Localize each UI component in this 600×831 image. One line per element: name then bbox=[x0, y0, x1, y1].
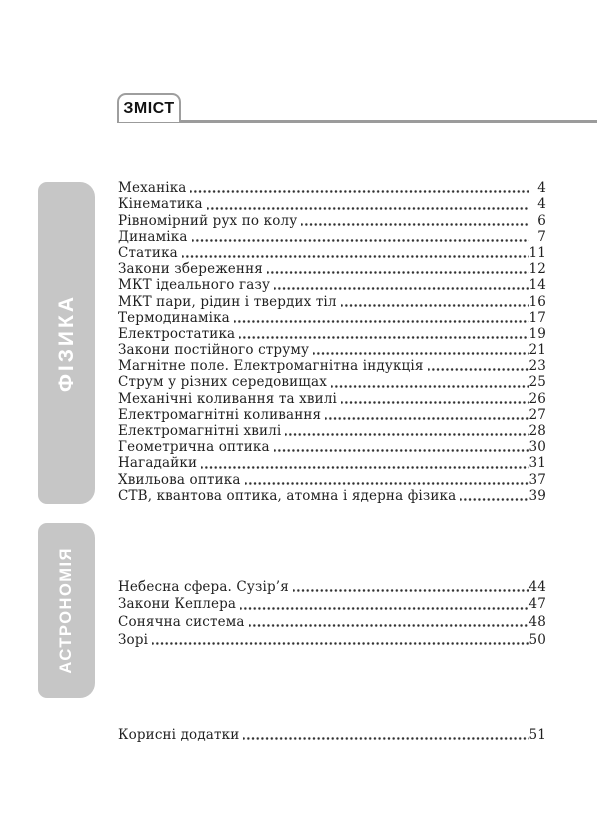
toc-entry-page-number: 17 bbox=[528, 309, 546, 326]
dot-leader bbox=[207, 196, 529, 212]
toc-row bbox=[118, 455, 546, 471]
toc-row bbox=[118, 245, 546, 261]
toc-row bbox=[118, 612, 546, 630]
toc-row bbox=[118, 180, 546, 196]
toc-entry-page-number: 30 bbox=[528, 439, 546, 456]
dot-leader bbox=[267, 261, 529, 277]
toc-entry-page-number: 19 bbox=[528, 325, 546, 342]
dot-leader bbox=[341, 390, 528, 406]
toc-entry-page-number: 26 bbox=[528, 390, 546, 407]
dot-leader bbox=[428, 358, 529, 374]
toc-entry-page-number: 37 bbox=[528, 471, 546, 488]
toc-entry-title: Небесна сфера. Сузір’я bbox=[118, 578, 289, 595]
toc-entry-page-number: 23 bbox=[528, 358, 546, 375]
toc-entry-title: Динаміка bbox=[118, 228, 188, 245]
toc-entry-page-number: 25 bbox=[528, 374, 546, 391]
toc-entry-page-number: 44 bbox=[528, 578, 546, 595]
toc-entry-title: Магнітне поле. Електромагнітна індукція bbox=[118, 358, 424, 375]
toc-entry-title: Сонячна система bbox=[118, 614, 245, 631]
toc-row bbox=[118, 423, 546, 439]
toc-entry-title: Електромагнітні коливання bbox=[118, 406, 322, 423]
toc-row bbox=[118, 277, 546, 293]
toc-entry-page-number: 51 bbox=[528, 727, 546, 743]
toc-entry-title: Закони збереження bbox=[118, 261, 263, 278]
toc-entry-page-number: 28 bbox=[528, 423, 546, 439]
toc-entry-page-number: 16 bbox=[528, 293, 546, 310]
toc-row bbox=[118, 488, 546, 504]
toc-row bbox=[118, 577, 546, 595]
dot-leader bbox=[460, 488, 528, 504]
toc-entry-page-number: 14 bbox=[528, 277, 546, 294]
toc-entry-page-number: 4 bbox=[537, 196, 546, 213]
toc-row bbox=[118, 310, 546, 326]
dot-leader bbox=[201, 455, 528, 471]
toc-entry-title: МКТ пари, рідин і твердих тіл bbox=[118, 293, 337, 310]
dot-leader bbox=[234, 310, 529, 326]
toc-entry-page-number: 11 bbox=[528, 244, 546, 261]
section-tab-astronomy bbox=[38, 523, 95, 698]
toc-row bbox=[118, 595, 546, 613]
toc-entry-title: Механічні коливання та хвилі bbox=[118, 390, 338, 407]
toc-row bbox=[118, 726, 546, 743]
section-tab-physics bbox=[38, 182, 95, 504]
toc-entry-page-number: 21 bbox=[528, 342, 546, 359]
toc-entry-title: МКТ ідеального газу bbox=[118, 277, 271, 294]
toc-entry-title: Струм у різних середовищах bbox=[118, 374, 327, 391]
toc-row bbox=[118, 212, 546, 228]
toc-entry-page-number: 6 bbox=[537, 212, 546, 229]
toc-entry-title: Кінематика bbox=[118, 196, 203, 213]
toc-entry-title: Зорі bbox=[118, 631, 149, 648]
toc-entry-page-number: 4 bbox=[537, 180, 546, 197]
toc-entry-title: Рівномірний рух по колу bbox=[118, 212, 298, 229]
toc-row bbox=[118, 358, 546, 374]
toc-entry-title: Закони постійного струму bbox=[118, 342, 310, 359]
toc-entry-title: Термодинаміка bbox=[118, 309, 230, 326]
contents-tab bbox=[117, 93, 181, 122]
toc-entry-title: Електромагнітні хвилі bbox=[118, 423, 282, 439]
toc-row bbox=[118, 630, 546, 648]
section-tab-physics-label: ФІЗИКА bbox=[54, 294, 78, 392]
dot-leader bbox=[285, 423, 528, 439]
dot-leader bbox=[313, 342, 528, 358]
toc-entry-page-number: 7 bbox=[537, 228, 546, 245]
header-rule bbox=[117, 120, 597, 123]
toc-entry-title: Геометрична оптика bbox=[118, 439, 270, 456]
toc-row bbox=[118, 342, 546, 358]
dot-leader bbox=[301, 212, 529, 228]
toc-row bbox=[118, 439, 546, 455]
toc-list-astronomy bbox=[118, 577, 546, 648]
toc-entry-title: Електростатика bbox=[118, 325, 236, 342]
toc-row bbox=[118, 196, 546, 212]
dot-leader bbox=[331, 374, 529, 390]
contents-tab-label: ЗМІСТ bbox=[123, 100, 175, 117]
section-tab-astronomy-label: АСТРОНОМІЯ bbox=[57, 547, 75, 674]
toc-row bbox=[118, 407, 546, 423]
toc-entry-title: Закони Кеплера bbox=[118, 596, 237, 613]
toc-entry-page-number: 47 bbox=[528, 596, 546, 613]
toc-entry-title: Статика bbox=[118, 244, 178, 261]
dot-leader bbox=[239, 326, 528, 342]
dot-leader bbox=[341, 293, 529, 309]
toc-row bbox=[118, 293, 546, 309]
dot-leader bbox=[245, 471, 529, 487]
dot-leader bbox=[192, 229, 529, 245]
dot-leader bbox=[182, 245, 529, 261]
toc-row bbox=[118, 471, 546, 487]
toc-entry-page-number: 12 bbox=[528, 261, 546, 278]
toc-entry-page-number: 31 bbox=[528, 455, 546, 472]
toc-entry-title: СТВ, квантова оптика, атомна і ядерна фізика bbox=[118, 487, 457, 504]
dot-leader bbox=[274, 277, 528, 293]
dot-leader bbox=[190, 180, 529, 196]
toc-entry-title: Нагадайки bbox=[118, 455, 198, 472]
toc-entry-title: Корисні додатки bbox=[118, 727, 240, 743]
dot-leader bbox=[274, 439, 529, 455]
toc-row bbox=[118, 326, 546, 342]
toc-entry-title: Механіка bbox=[118, 180, 187, 197]
toc-entry-page-number: 27 bbox=[528, 406, 546, 423]
dot-leader bbox=[293, 577, 529, 595]
dot-leader bbox=[152, 630, 528, 648]
dot-leader bbox=[243, 726, 528, 743]
toc-row bbox=[118, 374, 546, 390]
toc-entry-page-number: 50 bbox=[528, 631, 546, 648]
toc-list-physics bbox=[118, 180, 546, 504]
toc-row bbox=[118, 229, 546, 245]
toc-row bbox=[118, 261, 546, 277]
toc-row bbox=[118, 390, 546, 406]
toc-entry-page-number: 39 bbox=[528, 487, 546, 504]
toc-entry-page-number: 48 bbox=[528, 614, 546, 631]
toc-list-extras bbox=[118, 726, 546, 743]
toc-entry-title: Хвильова оптика bbox=[118, 471, 241, 488]
dot-leader bbox=[249, 612, 529, 630]
dot-leader bbox=[325, 407, 528, 423]
dot-leader bbox=[240, 595, 528, 613]
